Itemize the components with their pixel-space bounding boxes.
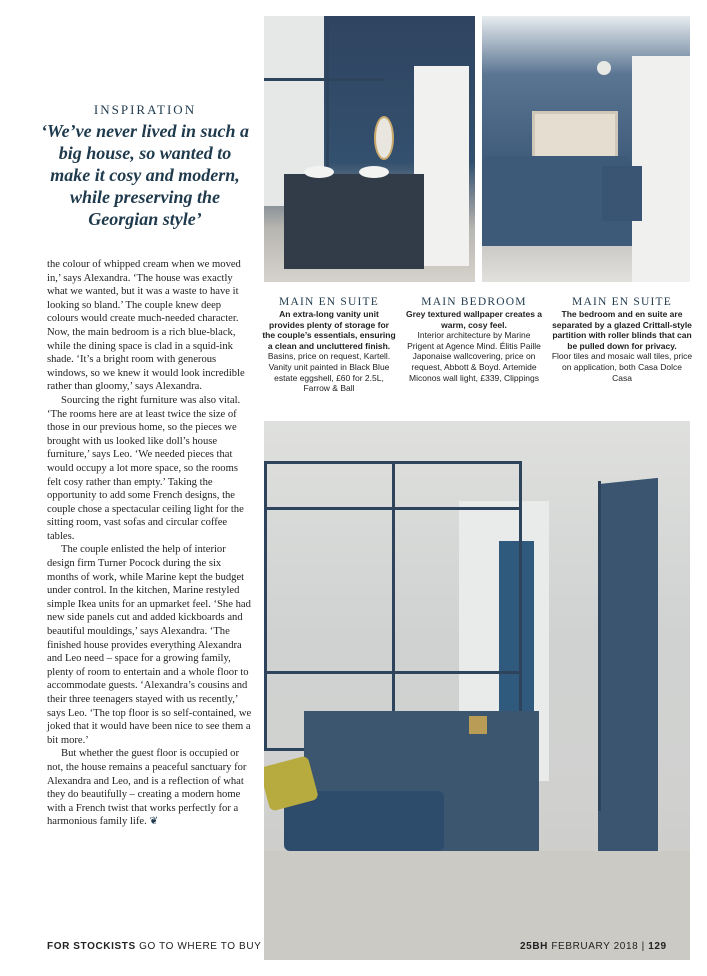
- caption-title: MAIN EN SUITE: [572, 296, 672, 308]
- caption-en-suite-vanity: [262, 296, 396, 394]
- magazine-name: 25BH: [520, 941, 548, 952]
- body-paragraph: the colour of whipped cream when we moved in,’ says Alexandra. ‘The house was exactly what we wanted, but it was a waste to have it looking so bland.’ The couple knew deep colours would create much-needed character. Now, the main bedroom is a rich blue-black, while the dining space is clad in a squid-ink shade. ‘It’s a bright room with generous windows, so we knew it would look incredible rather than gloomy,’ says Alexandra.: [47, 259, 245, 393]
- article-body: [47, 258, 252, 829]
- stockists-text: GO TO WHERE TO BUY: [135, 941, 262, 952]
- body-paragraph: The couple enlisted the help of interior design firm Turner Pocock during the six months of work, while Marine kept the budget under control. In the kitchen, Marine restyled simple Ikea units for an upmarket feel. ‘She had new side panels cut and added kickboards and beautiful mouldings,’ says Alexandra. ‘The finished house provides everything Alexandra and Leo need – space for a growing family, plenty of room to entertain and a whole floor to accommodate guests. ‘Alexandra’s cousins and their three teenagers stayed with us recently,’ says Leo. ‘The top floor is so self-contained, we joked that it would have been nice to see them a bit more.’: [47, 544, 252, 746]
- caption-body: Interior architecture by Marine Prigent at Agence Mind. Élitis Paille Japonaise wallcovering, price on request, Abbott & Boyd. Artemide Miconos wall light, £339, Clippings: [407, 330, 541, 383]
- photo-main-bedroom: [482, 16, 690, 282]
- stockists-label: FOR STOCKISTS: [47, 941, 136, 952]
- photo-en-suite-vanity: [264, 16, 475, 282]
- body-paragraph-text: But whether the guest floor is occupied or not, the house remains a peaceful sanctuary for Alexandra and Leo, and is a reflection of what they do beautifully – creating a modern home with a French twist that works perfectly for a harmonious family life.: [47, 748, 247, 828]
- caption-main-bedroom: [404, 296, 544, 383]
- caption-en-suite-partition: [551, 296, 693, 383]
- issue-date: FEBRUARY 2018 |: [547, 941, 649, 952]
- caption-title: MAIN EN SUITE: [279, 296, 379, 308]
- caption-lead: An extra-long vanity unit provides plenty of storage for the couple’s essentials, ensuring a clean and uncluttered finish.: [262, 309, 396, 351]
- pull-quote: ‘We’ve never lived in such a big house, so wanted to make it cosy and modern, while preserving the Georgian style’: [40, 121, 250, 229]
- caption-body: Floor tiles and mosaic wall tiles, price on application, both Casa Dolce Casa: [551, 351, 693, 383]
- end-mark-icon: ❦: [149, 816, 159, 828]
- folio: [520, 941, 667, 952]
- body-paragraph: Sourcing the right furniture was also vital. ‘The rooms here are at least twice the size of those in our previous home, so the pieces we brought with us looked like doll’s house furniture,’ says Leo. ‘We needed pieces that would occupy a lot more space, so the rooms felt cosy rather than empty.’ Taking the opportunity to add some French designs, the couple chose a spectacular ceiling light for the sitting room, vast sofas and circular coffee tables.: [47, 394, 244, 542]
- stockists-note: [47, 941, 261, 952]
- page-number: 129: [648, 941, 667, 952]
- caption-lead: The bedroom and en suite are separated by a glazed Crittall-style partition with roller blinds that can be pulled down for privacy.: [552, 309, 692, 351]
- caption-lead: Grey textured wallpaper creates a warm, cosy feel.: [405, 309, 543, 330]
- body-paragraph: [47, 747, 252, 829]
- section-kicker: INSPIRATION: [93, 102, 197, 117]
- photo-glazed-partition: [264, 421, 690, 960]
- caption-title: MAIN BEDROOM: [421, 296, 527, 308]
- caption-body: Basins, price on request, Kartell. Vanity unit painted in Black Blue estate eggshell, £60 for 2.5L, Farrow & Ball: [267, 351, 391, 394]
